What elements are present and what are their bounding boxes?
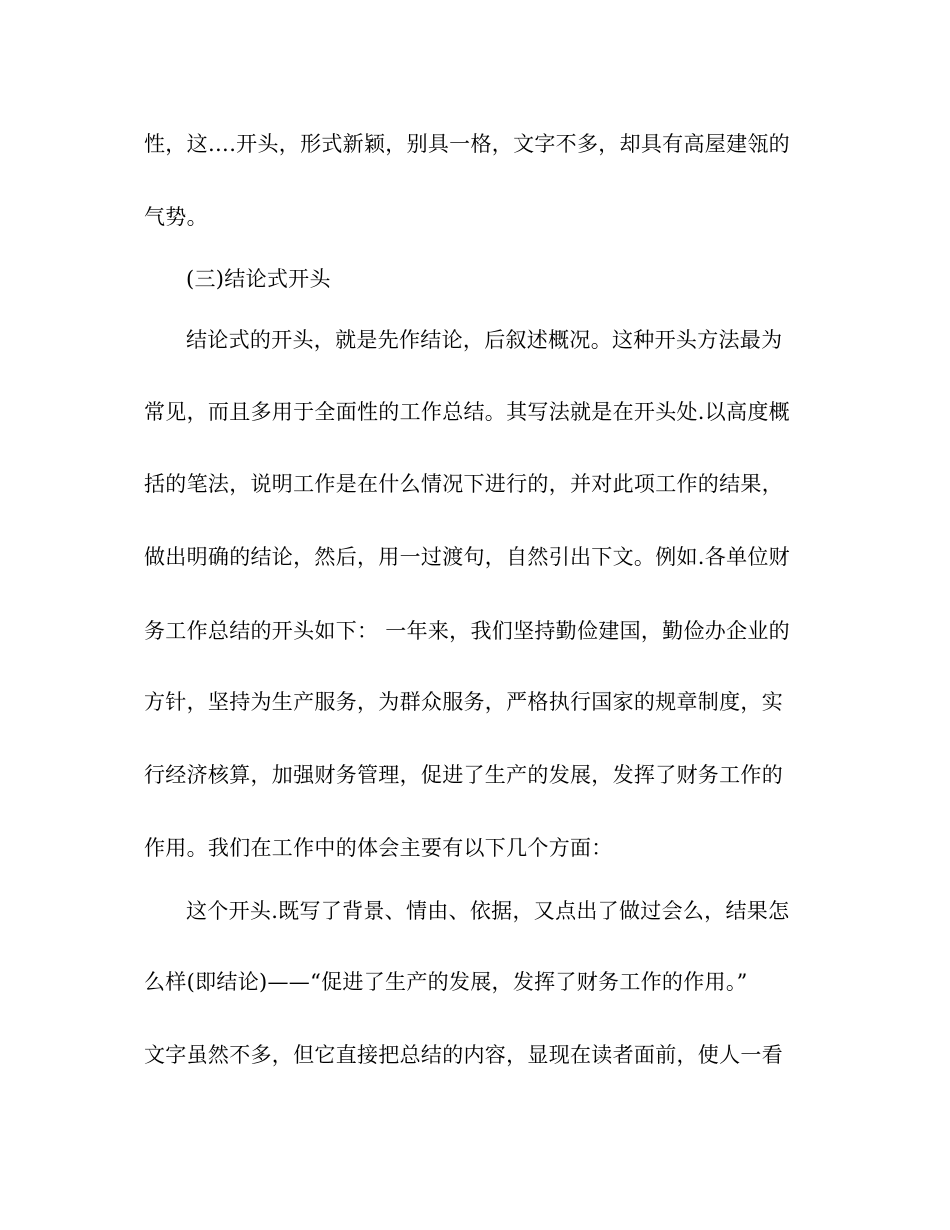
text-line-2: 气势。 [144,205,208,229]
section-heading: (三)结论式开头 [186,267,331,291]
text-line-1: 性，这….开头，形式新颖，别具一格，文字不多，却具有高屋建瓴的 [144,132,790,156]
text-line-6: 括的笔法，说明工作是在什么情况下进行的，并对此项工作的结果， [144,472,783,496]
text-line-9: 方针，坚持为生产服务，为群众服务，严格执行国家的规章制度，实 [144,690,783,714]
text-line-11: 作用。我们在工作中的体会主要有以下几个方面： [144,836,613,860]
text-line-14: 文字虽然不多，但它直接把总结的内容，显现在读者面前，使人一看 [144,1043,783,1067]
text-line-5: 常见，而且多用于全面性的工作总结。其写法就是在开头处.以高度概 [144,400,790,424]
text-line-12: 这个开头.既写了背景、情由、依据，又点出了做过会么，结果怎 [186,899,790,923]
text-line-13: 么样(即结论)——“促进了生产的发展，发挥了财务工作的作用。” [144,970,748,994]
text-line-4: 结论式的开头，就是先作结论，后叙述概况。这种开头方法最为 [186,328,783,352]
text-line-7: 做出明确的结论，然后，用一过渡句，自然引出下文。例如.各单位财 [144,545,790,569]
text-line-8: 务工作总结的开头如下： 一年来，我们坚持勤俭建国，勤俭办企业的 [144,619,790,643]
text-line-10: 行经济核算，加强财务管理，促进了生产的发展，发挥了财务工作的 [144,763,783,787]
